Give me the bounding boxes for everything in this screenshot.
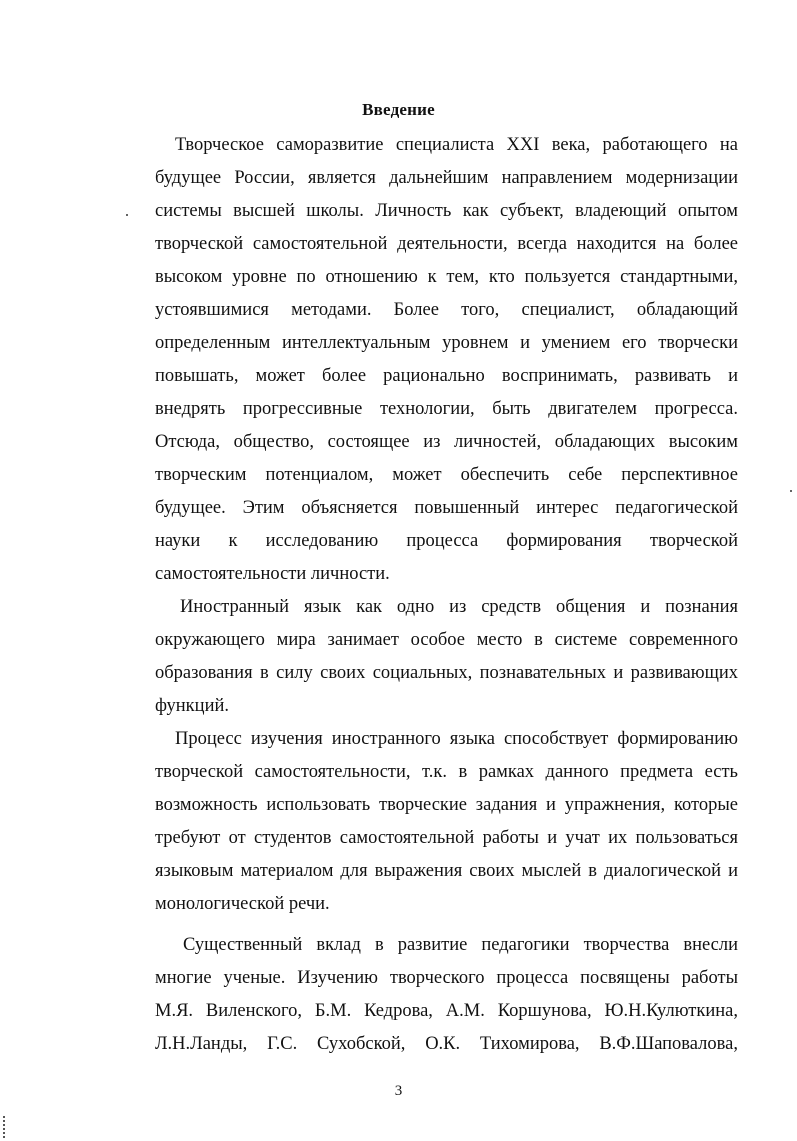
text-line: высоком уровне по отношению к тем, кто пользуется стандартными, <box>155 267 738 287</box>
text-line: будущее. Этим объясняется повышенный интерес педагогической <box>155 498 738 518</box>
text-line: творческой самостоятельной деятельности, всегда находится на более <box>155 234 738 254</box>
text-line: устоявшимися методами. Более того, специалист, обладающий <box>155 300 738 320</box>
page-number: 3 <box>394 1083 403 1099</box>
text-line: образования в силу своих социальных, познавательных и развивающих <box>155 663 738 683</box>
text-line: науки к исследованию процесса формирования творческой <box>155 531 738 551</box>
text-line: внедрять прогрессивные технологии, быть двигателем прогресса. <box>155 399 738 419</box>
text-line: возможность использовать творческие задания и упражнения, которые <box>155 795 738 815</box>
text-line: окружающего мира занимает особое место в системе современного <box>155 630 738 650</box>
text-line: требуют от студентов самостоятельной работы и учат их пользоваться <box>155 828 738 848</box>
text-line: творческой самостоятельности, т.к. в рамках данного предмета есть <box>155 762 738 782</box>
text-line: Отсюда, общество, состоящее из личностей, обладающих высоким <box>155 432 738 452</box>
text-line: системы высшей школы. Личность как субъект, владеющий опытом <box>155 201 738 221</box>
text-line: многие ученые. Изучению творческого процесса посвящены работы <box>155 968 738 988</box>
text-line: языковым материалом для выражения своих мыслей в диалогической и <box>155 861 738 881</box>
text-line: творческим потенциалом, может обеспечить себе перспективное <box>155 465 738 485</box>
text-line: определенным интеллектуальным уровнем и умением его творчески <box>155 333 738 353</box>
text-line: Л.Н.Ланды, Г.С. Сухобской, О.К. Тихомирова, В.Ф.Шаповалова, <box>155 1034 738 1054</box>
text-line: будущее России, является дальнейшим направлением модернизации <box>155 168 738 188</box>
text-line: М.Я. Виленского, Б.М. Кедрова, А.М. Коршунова, Ю.Н.Кулюткина, <box>155 1001 738 1021</box>
scan-speck <box>126 214 128 216</box>
text-line: Процесс изучения иностранного языка способствует формированию <box>175 729 738 749</box>
scan-edge-mark <box>3 1116 7 1138</box>
text-line: функций. <box>155 696 229 716</box>
text-line: Творческое саморазвитие специалиста XXI века, работающего на <box>175 135 738 155</box>
text-line: Существенный вклад в развитие педагогики творчества внесли <box>183 935 738 955</box>
scan-speck <box>790 490 792 492</box>
text-line: монологической речи. <box>155 894 330 914</box>
text-line: самостоятельности личности. <box>155 564 390 584</box>
text-line: Иностранный язык как одно из средств общения и познания <box>180 597 738 617</box>
page-title: Введение <box>362 100 435 119</box>
text-line: повышать, может более рационально воспринимать, развивать и <box>155 366 738 386</box>
